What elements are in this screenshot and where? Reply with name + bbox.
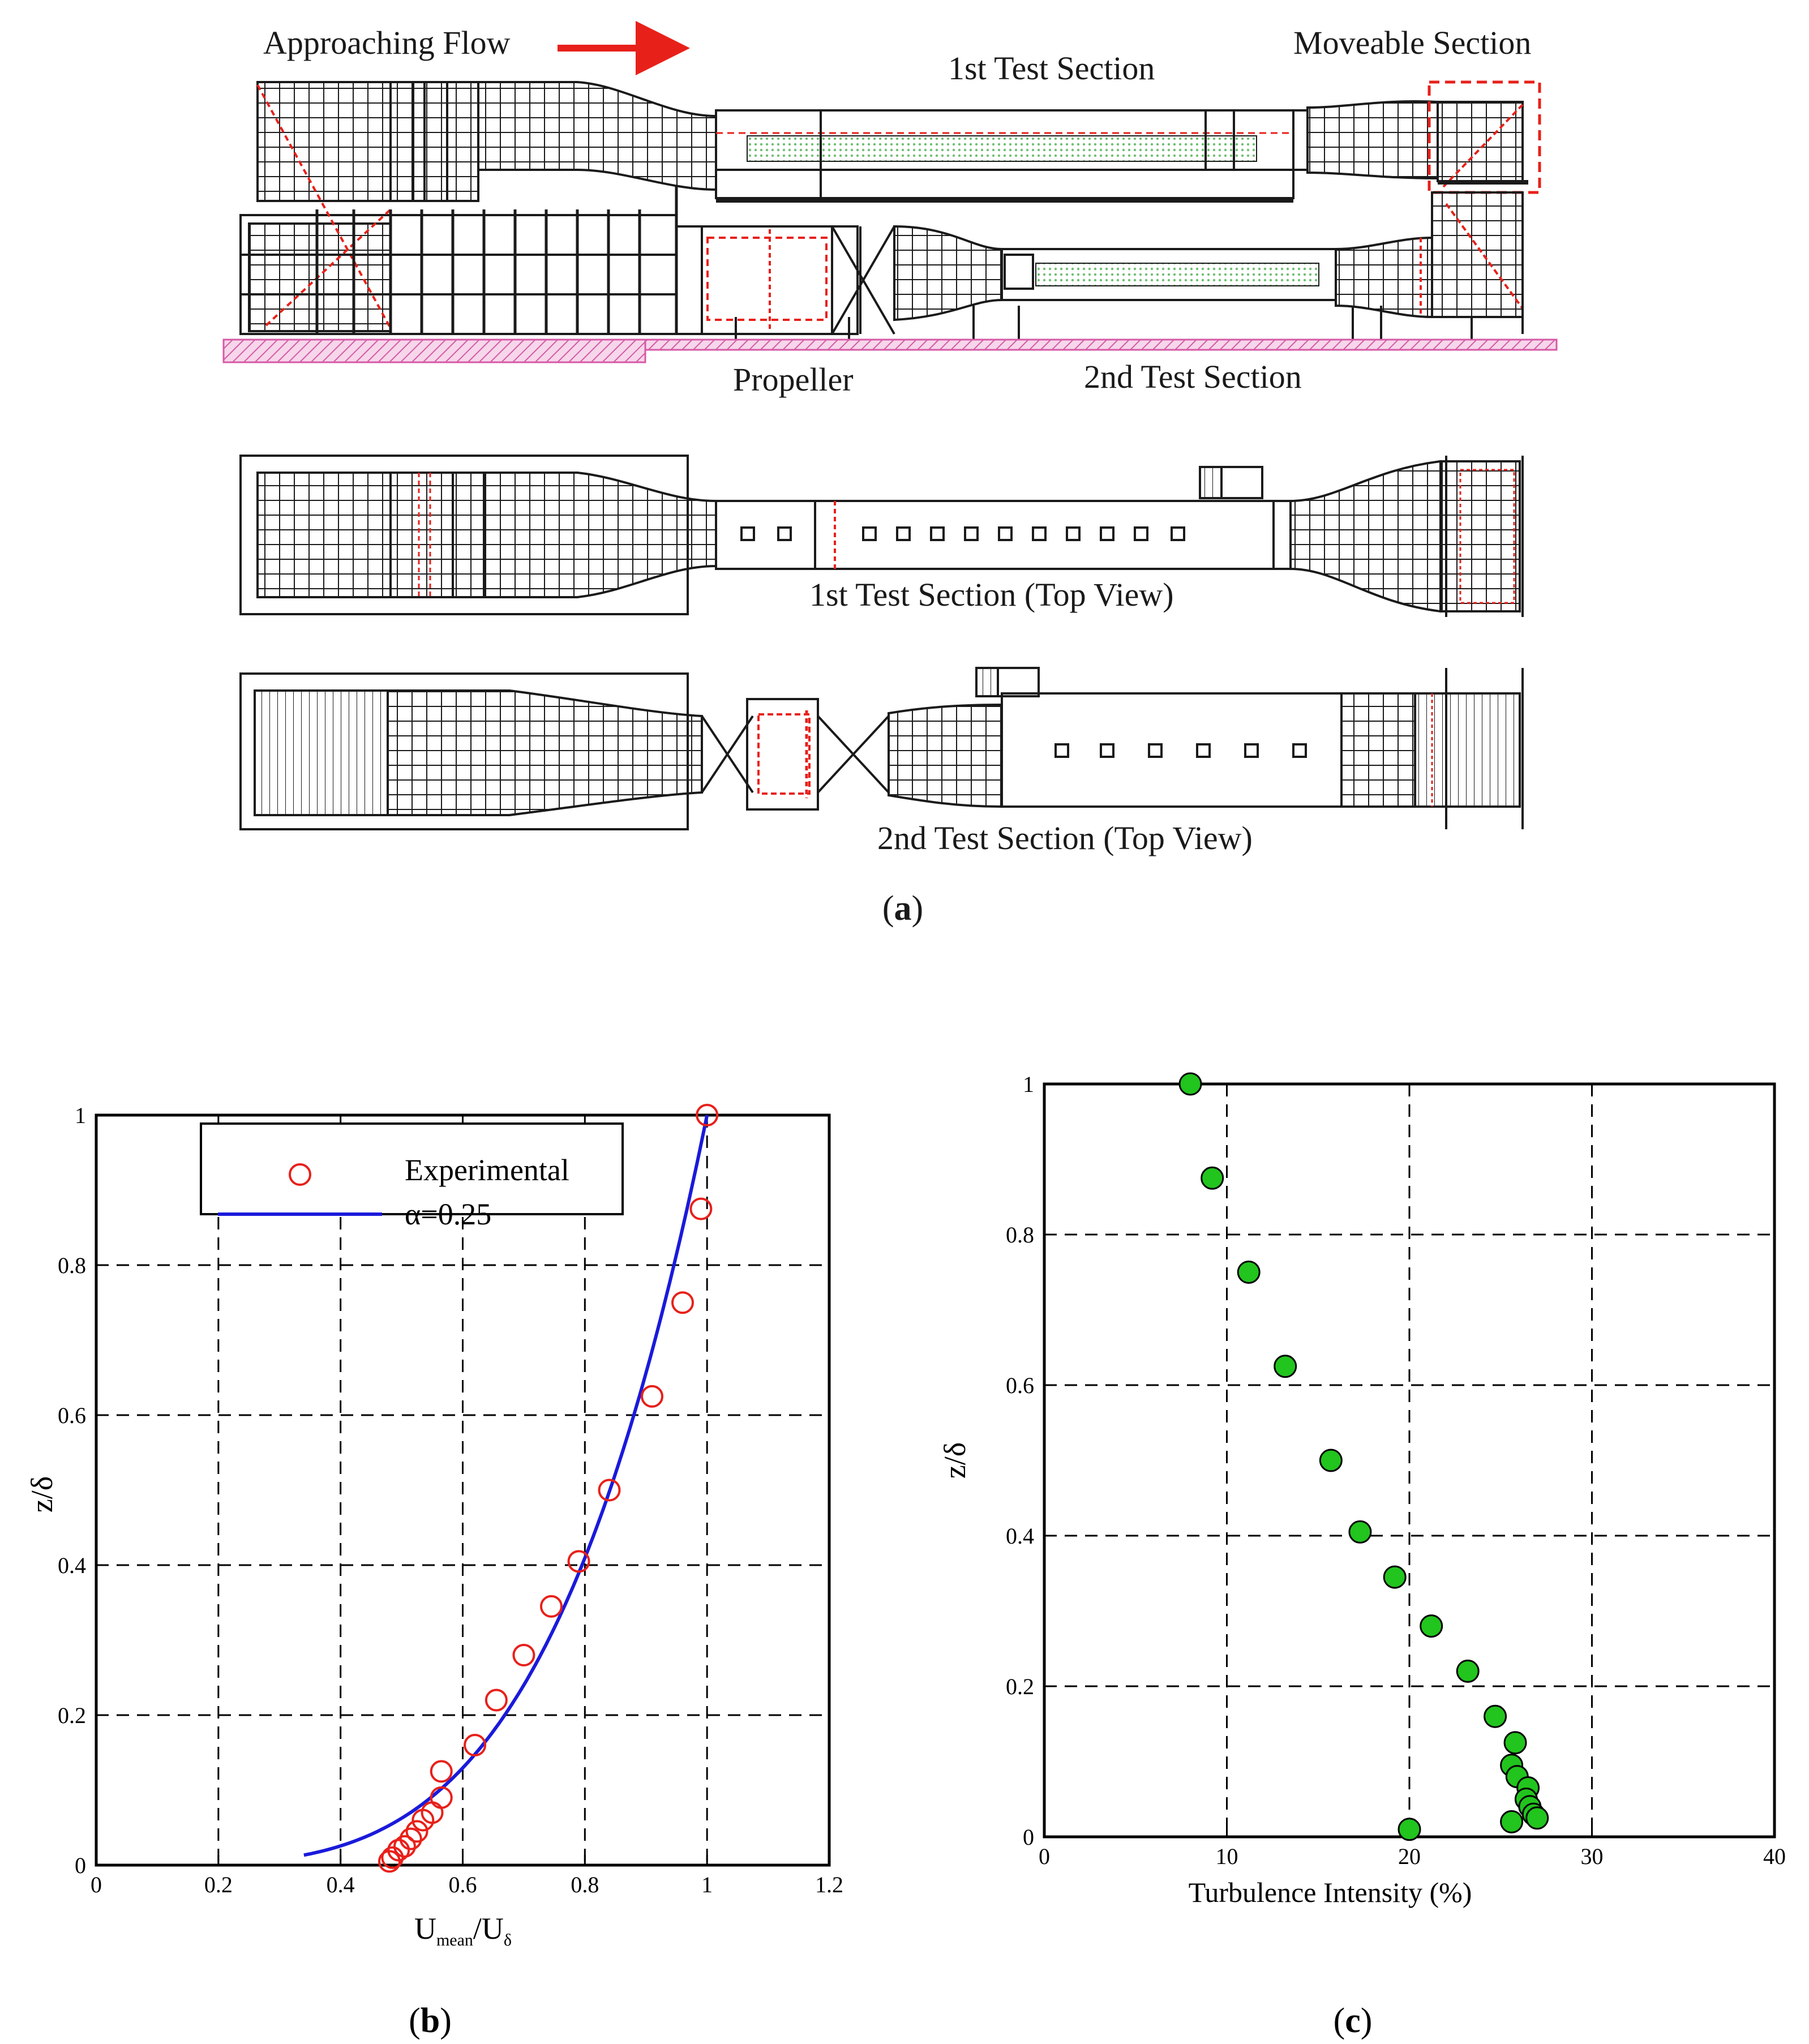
chart-b-xlabel: $U_{mean}/U_\delta$ [414,1912,512,1949]
turbulence-point [1399,1819,1420,1840]
experimental-point [672,1292,693,1313]
legend-label-experimental: Experimental [405,1153,569,1187]
x-tick-label: 1.2 [815,1872,843,1897]
y-tick-label: 0.8 [1006,1222,1034,1248]
label-propeller: Propeller [733,361,854,398]
chart-c-points-layer [1180,1073,1548,1840]
caption-c: (c) [1333,2002,1373,2040]
experimental-point [642,1386,662,1407]
turbulence-point [1501,1811,1523,1832]
x-tick-label: 30 [1580,1844,1604,1869]
chart-b-ylabel: z/δ [25,1476,59,1513]
label-1st-test-section: 1st Test Section [948,50,1155,87]
turbulence-point [1202,1167,1223,1189]
label-2nd-test-section: 2nd Test Section [1084,358,1302,395]
experimental-point [541,1596,561,1617]
y-tick-label: 0.4 [58,1553,86,1578]
x-tick-label: 0.6 [448,1872,477,1897]
turbulence-point [1457,1660,1478,1682]
power-law-fit-line [304,1115,707,1855]
turbulence-point [1384,1566,1405,1588]
chart-c-xlabel: Turbulence Intensity (%) [1188,1876,1472,1908]
x-tick-label: 0.8 [571,1872,599,1897]
wind-tunnel-schematic [224,24,1557,928]
y-tick-label: 0.2 [1006,1674,1034,1699]
x-tick-label: 10 [1215,1844,1238,1869]
chart-c-ticks [1006,1072,1786,1869]
experimental-point [431,1761,452,1781]
x-tick-label: 0 [91,1872,102,1897]
x-tick-label: 40 [1763,1844,1786,1869]
turbulence-point [1504,1732,1526,1754]
turbulence-point [1421,1616,1442,1637]
y-tick-label: 0.4 [1006,1523,1034,1549]
label-approaching-flow: Approaching Flow [263,24,511,61]
y-tick-label: 0.8 [58,1253,86,1278]
y-tick-label: 0 [75,1853,86,1878]
label-top-view-1: 1st Test Section (Top View) [809,576,1174,613]
experimental-point [691,1199,711,1219]
turbulence-point [1527,1807,1548,1829]
experimental-point [569,1551,589,1571]
chart-c-grid [1044,1084,1774,1837]
side-view [241,82,1540,342]
y-tick-label: 0 [1023,1824,1034,1850]
ground-hatch [224,340,1557,362]
turbulence-point [1238,1262,1259,1283]
label-moveable-section: Moveable Section [1293,24,1532,61]
experimental-point [513,1645,534,1665]
y-tick-label: 0.6 [1006,1373,1034,1398]
turbulence-point [1180,1073,1201,1095]
legend-label-fit: α=0.25 [405,1197,492,1231]
x-tick-label: 1 [701,1872,713,1897]
turbulence-point [1275,1356,1296,1377]
caption-b: (b) [409,2002,452,2040]
label-top-view-2: 2nd Test Section (Top View) [877,820,1253,856]
x-tick-label: 0.2 [204,1872,233,1897]
turbulence-point [1485,1706,1506,1727]
y-tick-label: 0.2 [58,1703,86,1728]
x-tick-label: 20 [1398,1844,1421,1869]
chart-b-legend [201,1124,623,1231]
turbulence-point [1349,1521,1371,1542]
experimental-point [486,1690,507,1711]
x-tick-label: 0.4 [326,1872,355,1897]
turbulence-point [1320,1450,1341,1471]
chart-b-line-layer [304,1115,707,1855]
top-view-2 [241,668,1523,829]
x-tick-label: 0 [1039,1844,1050,1869]
caption-a: (a) [882,889,924,928]
y-tick-label: 0.6 [58,1403,86,1428]
chart-c [938,1072,1786,2040]
chart-b [25,1103,843,2040]
y-tick-label: 1 [75,1103,86,1128]
y-tick-label: 1 [1023,1072,1034,1097]
chart-c-ylabel: z/δ [938,1442,972,1479]
